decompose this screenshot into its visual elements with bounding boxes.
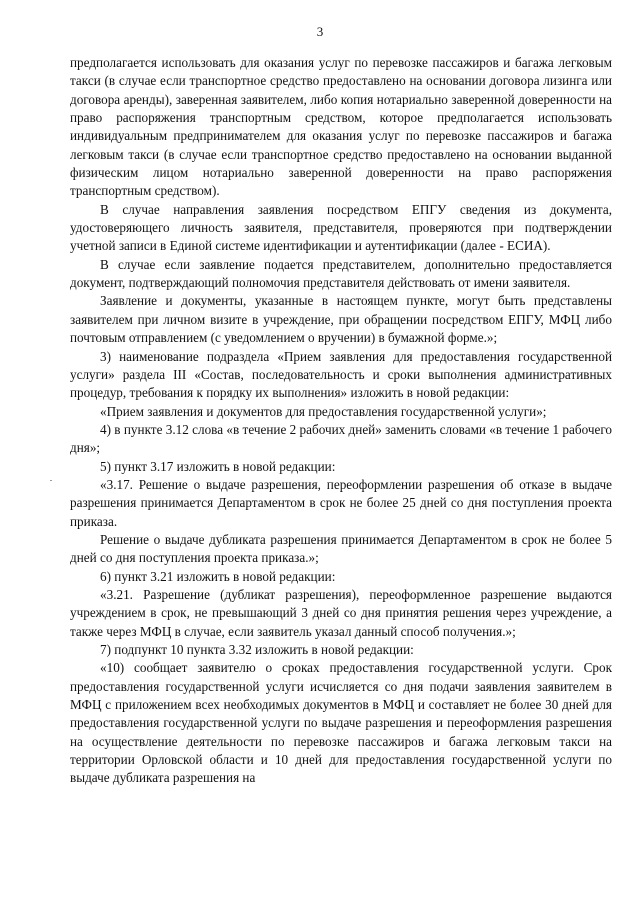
paragraph-6: «Прием заявления и документов для предоставления государственной услуги»;: [100, 403, 547, 419]
paragraph-11: 6) пункт 3.21 изложить в новой редакции:: [100, 568, 336, 584]
scan-artifact: [50, 480, 52, 481]
paragraph-7: 4) в пункте 3.12 слова «в течение 2 рабочих дней» заменить словами «в течение 1 рабочего дня»;: [70, 421, 612, 456]
paragraph-12: «3.21. Разрешение (дубликат разрешения), переоформленное разрешение выдаются учреждением в срок, не превышающий 3 дней со дня принятия решения через учреждение, а также через МФЦ в случае, если заявитель указал данный способ получения.»;: [70, 586, 612, 639]
paragraph-9: «3.17. Решение о выдаче разрешения, переоформлении разрешения об отказе в выдаче разрешения принимается Департаментом в срок не более 25 дней со дня поступления проекта приказа.: [70, 476, 612, 529]
paragraph-5: 3) наименование подраздела «Прием заявления для предоставления государственной услуги» раздела III «Состав, последовательность и сроки выполнения административных процедур, требования к порядку их выполнения» изложить в новой редакции:: [70, 348, 612, 401]
paragraph-10: Решение о выдаче дубликата разрешения принимается Департаментом в срок не более 5 дней со дня поступления проекта приказа.»;: [70, 531, 612, 566]
paragraph-2: В случае направления заявления посредством ЕПГУ сведения из документа, удостоверяющего личность заявителя, представителя, проверяются при подтверждении учетной записи в Единой системе идентификации и аутентификации (далее - ЕСИА).: [70, 201, 612, 254]
paragraph-1: предполагается использовать для оказания услуг по перевозке пассажиров и багажа легковым такси (в случае если транспортное средство предоставлено на основании договора лизинга или договора аренды), заверенная заявителем, либо копия нотариально заверенной доверенности на право распоряжения транспортным средством, которое предполагается использовать индивидуальным предпринимателем для оказания услуг по перевозке пассажиров и багажа легковым такси (в случае если транспортное средство предоставлено на основании выданной физическим лицом нотариально заверенной доверенности на право распоряжения транспортным средством).: [70, 55, 612, 199]
paragraph-14: «10) сообщает заявителю о сроках предоставления государственной услуги. Срок предоставления государственной услуги исчисляется со дня подачи заявления заявителем в МФЦ с приложением всех необходимых документов в МФЦ и составляет не более 30 дней для предоставления государственной услуги по выдаче разрешения и переоформления разрешения на осуществление деятельности по перевозке пассажиров и багажа легковым такси на территории Орловской области и 10 дней для предоставления государственной услуги по выдаче дубликата разрешения на: [70, 660, 612, 786]
paragraph-8: 5) пункт 3.17 изложить в новой редакции:: [100, 458, 336, 474]
document-body: [70, 54, 612, 788]
paragraph-4: Заявление и документы, указанные в настоящем пункте, могут быть представлены заявителем при личном визите в учреждение, при обращении посредством ЕПГУ, МФЦ либо почтовым отправлением (с уведомлением о вручении) в бумажной форме.»;: [70, 293, 612, 346]
paragraph-13: 7) подпункт 10 пункта 3.32 изложить в новой редакции:: [100, 642, 414, 657]
paragraph-3: В случае если заявление подается представителем, дополнительно предоставляется документ, подтверждающий полномочия представителя действовать от имени заявителя.: [70, 256, 612, 291]
page-number: 3: [316, 24, 324, 39]
